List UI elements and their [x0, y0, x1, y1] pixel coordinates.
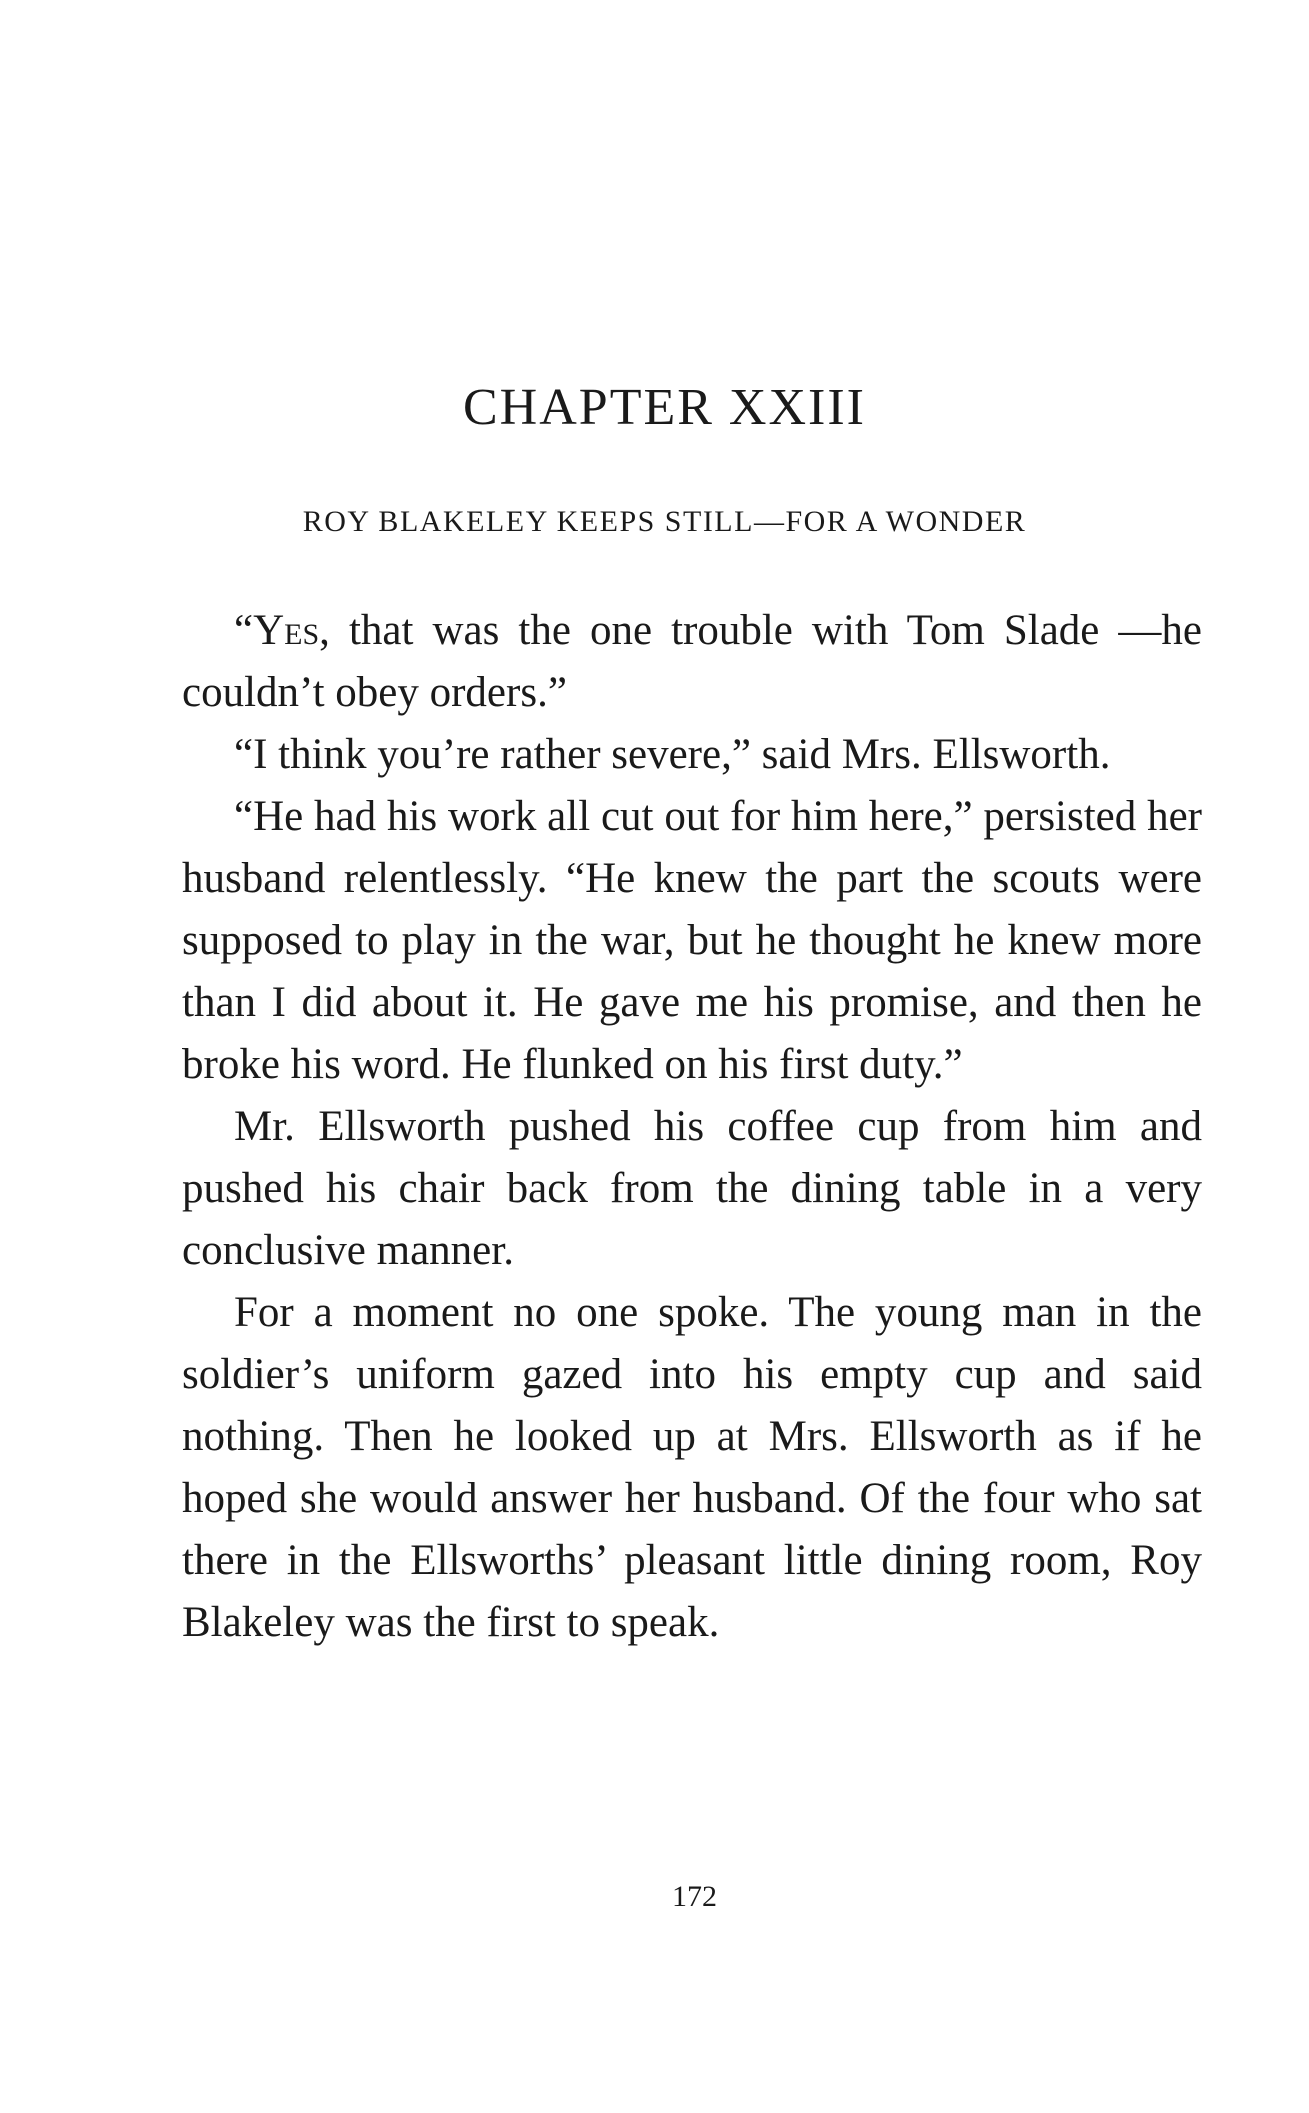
chapter-heading: CHAPTER XXIII [463, 379, 866, 436]
lead-word: Yes [253, 607, 320, 654]
chapter-subtitle: ROY BLAKELEY KEEPS STILL—FOR A WONDER [302, 505, 1027, 538]
paragraph-5: For a moment no one spoke. The young man in the soldier’s uniform gazed into his empty cup and said nothing. Then he looked up at Mrs. Ellsworth as if he hoped she would answer her husband. Of the four who sat there in the Ellsworths’ pleasant little dining room, Roy Blakeley was the first to speak. [182, 1289, 1202, 1646]
paragraph-4: Mr. Ellsworth pushed his coffee cup from him and pushed his chair back from the dining table in a very conclusive manner. [182, 1103, 1202, 1274]
paragraph-1 [182, 600, 1202, 724]
paragraph-2: “I think you’re rather severe,” said Mrs. Ellsworth. [234, 731, 1111, 778]
paragraph-1-text: , that was the one trouble with Tom Slade —he couldn’t obey orders.” [182, 607, 1202, 716]
open-quote: “ [234, 607, 254, 654]
page-number: 172 [672, 1880, 717, 1913]
paragraph-3: “He had his work all cut out for him here,” persisted her husband relentlessly. “He knew the part the scouts were supposed to play in the war, but he thought he knew more than I did about it. He gave me his promise, and then he broke his word. He flunked on his first duty.” [182, 793, 1202, 1088]
chapter-body [182, 600, 1202, 1654]
